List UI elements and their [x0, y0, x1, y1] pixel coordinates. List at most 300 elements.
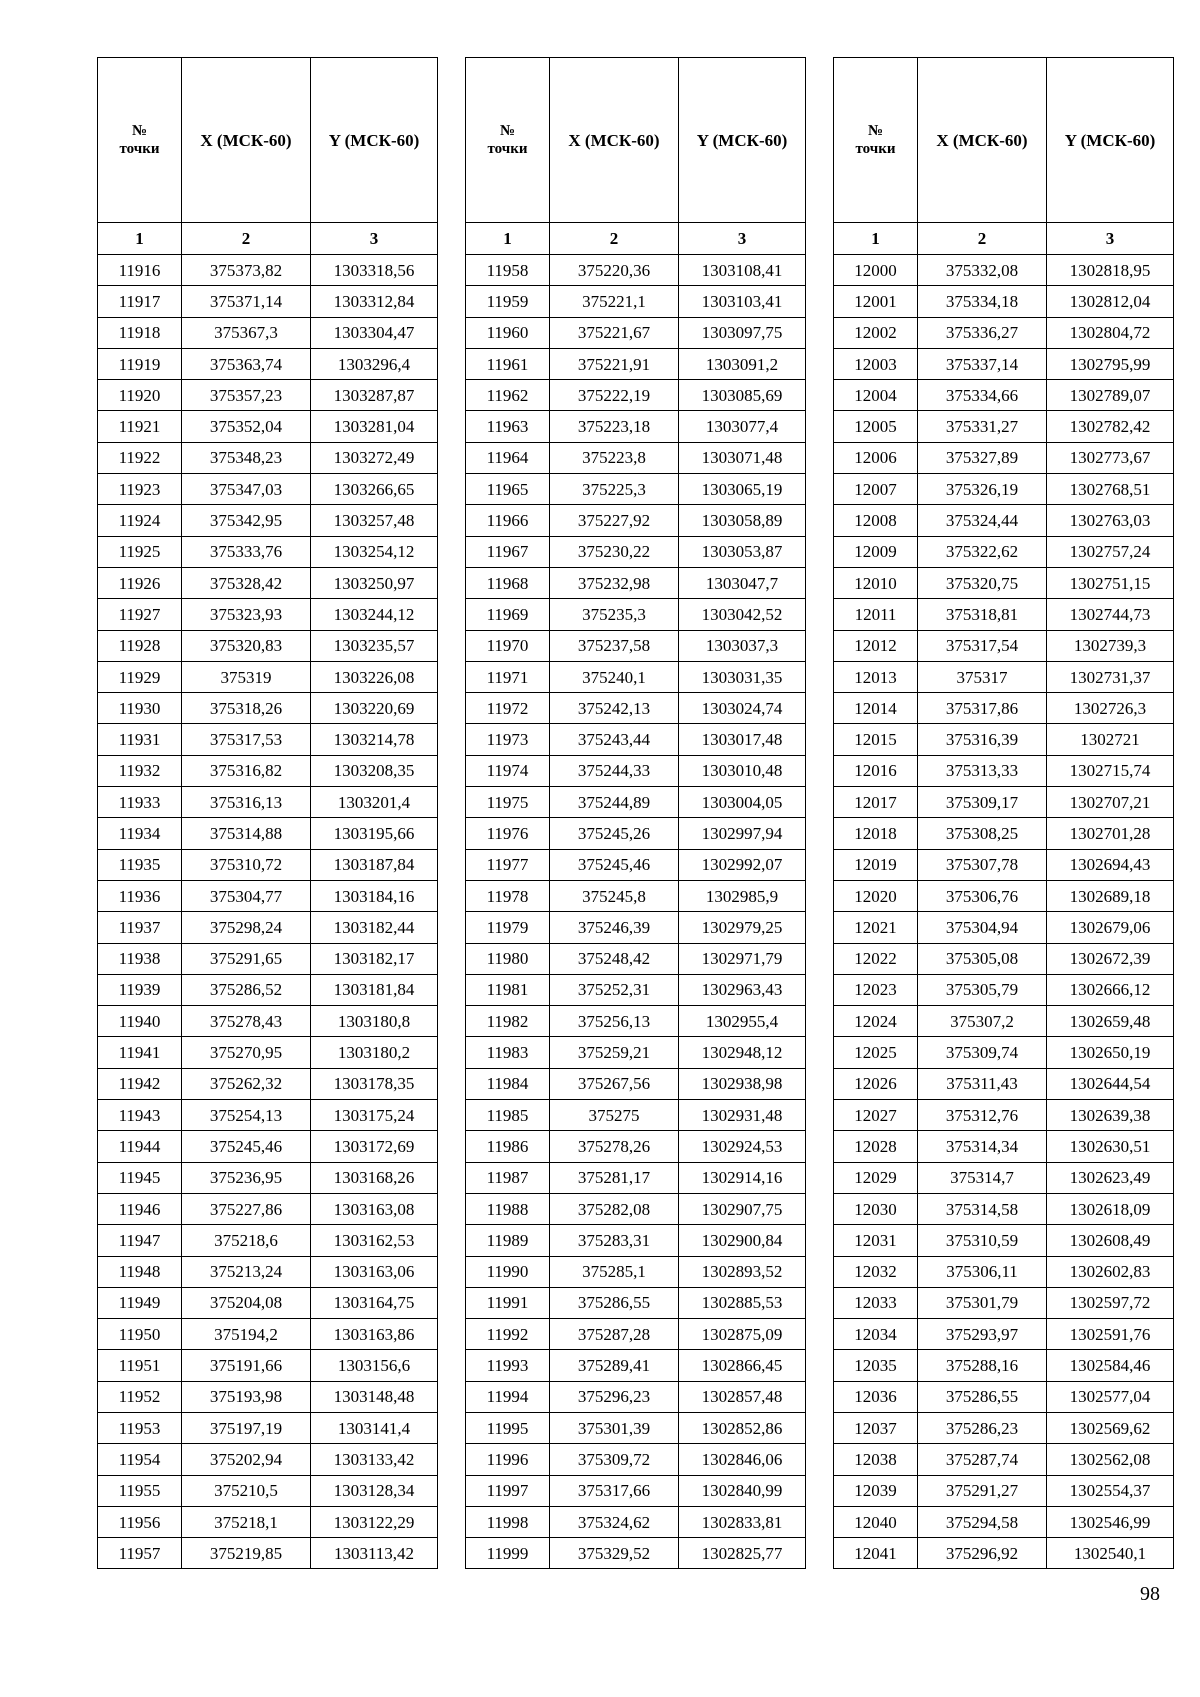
point-number-cell: 12034	[834, 1319, 918, 1350]
table-row	[98, 1256, 438, 1287]
point-number-cell: 11947	[98, 1225, 182, 1256]
table-row	[834, 724, 1174, 755]
x-coordinate-cell: 375254,13	[182, 1100, 311, 1131]
point-number-cell: 11954	[98, 1444, 182, 1475]
y-coordinate-cell: 1302914,16	[679, 1162, 806, 1193]
table-row	[98, 1444, 438, 1475]
x-coordinate-cell: 375244,89	[550, 787, 679, 818]
y-coordinate-cell: 1303178,35	[311, 1068, 438, 1099]
table-row	[98, 1037, 438, 1068]
point-number-cell: 11963	[466, 411, 550, 442]
point-number-cell: 11973	[466, 724, 550, 755]
table-row	[834, 1225, 1174, 1256]
x-coordinate-cell: 375218,1	[182, 1506, 311, 1537]
point-number-cell: 11929	[98, 661, 182, 692]
y-coordinate-cell: 1302795,99	[1047, 348, 1174, 379]
x-coordinate-cell: 375317,54	[918, 630, 1047, 661]
y-coordinate-cell: 1303296,4	[311, 348, 438, 379]
y-coordinate-cell: 1302971,79	[679, 943, 806, 974]
column-header-x: X (МСК-60)	[550, 58, 679, 223]
y-coordinate-cell: 1302979,25	[679, 912, 806, 943]
point-number-cell: 11978	[466, 880, 550, 911]
table-row	[834, 1068, 1174, 1099]
table-row	[98, 1287, 438, 1318]
x-coordinate-cell: 375245,8	[550, 880, 679, 911]
x-coordinate-cell: 375324,44	[918, 505, 1047, 536]
point-number-cell: 11945	[98, 1162, 182, 1193]
point-number-cell: 11995	[466, 1412, 550, 1443]
x-coordinate-cell: 375213,24	[182, 1256, 311, 1287]
column-index-1: 1	[98, 223, 182, 255]
point-number-cell: 11918	[98, 317, 182, 348]
table-row	[466, 380, 806, 411]
x-coordinate-cell: 375236,95	[182, 1162, 311, 1193]
table-row	[466, 1350, 806, 1381]
point-number-cell: 12031	[834, 1225, 918, 1256]
column-header-y: Y (МСК-60)	[679, 58, 806, 223]
y-coordinate-cell: 1303024,74	[679, 693, 806, 724]
y-coordinate-cell: 1303053,87	[679, 536, 806, 567]
y-coordinate-cell: 1303004,05	[679, 787, 806, 818]
point-number-cell: 12037	[834, 1412, 918, 1443]
x-coordinate-cell: 375317,53	[182, 724, 311, 755]
x-coordinate-cell: 375245,26	[550, 818, 679, 849]
point-number-cell: 11946	[98, 1193, 182, 1224]
table-row	[466, 724, 806, 755]
x-coordinate-cell: 375275	[550, 1100, 679, 1131]
point-number-cell: 12021	[834, 912, 918, 943]
x-coordinate-cell: 375336,27	[918, 317, 1047, 348]
table-row	[834, 1538, 1174, 1569]
table-row	[98, 567, 438, 598]
point-number-cell: 11938	[98, 943, 182, 974]
table-row	[834, 912, 1174, 943]
table-row	[98, 1006, 438, 1037]
table-row	[98, 1319, 438, 1350]
y-coordinate-cell: 1302726,3	[1047, 693, 1174, 724]
x-coordinate-cell: 375218,6	[182, 1225, 311, 1256]
x-coordinate-cell: 375282,08	[550, 1193, 679, 1224]
y-coordinate-cell: 1303141,4	[311, 1412, 438, 1443]
point-number-cell: 11962	[466, 380, 550, 411]
table-row	[834, 536, 1174, 567]
table-row	[834, 380, 1174, 411]
table-row	[834, 1100, 1174, 1131]
x-coordinate-cell: 375314,34	[918, 1131, 1047, 1162]
point-number-cell: 11980	[466, 943, 550, 974]
y-coordinate-cell: 1303017,48	[679, 724, 806, 755]
table-row	[466, 943, 806, 974]
y-coordinate-cell: 1303047,7	[679, 567, 806, 598]
table-row	[98, 630, 438, 661]
number-label: точки	[855, 141, 896, 157]
table-row	[834, 1412, 1174, 1443]
table-row	[98, 880, 438, 911]
y-coordinate-cell: 1302694,43	[1047, 849, 1174, 880]
table-row	[466, 1131, 806, 1162]
table-row	[98, 1100, 438, 1131]
table-row	[834, 787, 1174, 818]
y-coordinate-cell: 1302751,15	[1047, 567, 1174, 598]
y-coordinate-cell: 1302782,42	[1047, 411, 1174, 442]
table-row	[466, 536, 806, 567]
table-row	[834, 880, 1174, 911]
y-coordinate-cell: 1302931,48	[679, 1100, 806, 1131]
point-number-cell: 12029	[834, 1162, 918, 1193]
table-row	[834, 1006, 1174, 1037]
x-coordinate-cell: 375223,8	[550, 442, 679, 473]
x-coordinate-cell: 375307,78	[918, 849, 1047, 880]
x-coordinate-cell: 375319	[182, 661, 311, 692]
x-coordinate-cell: 375235,3	[550, 599, 679, 630]
point-number-cell: 12008	[834, 505, 918, 536]
column-header-y: Y (МСК-60)	[1047, 58, 1174, 223]
point-number-cell: 11951	[98, 1350, 182, 1381]
point-number-cell: 12003	[834, 348, 918, 379]
y-coordinate-cell: 1303077,4	[679, 411, 806, 442]
table-row	[98, 693, 438, 724]
point-number-cell: 12033	[834, 1287, 918, 1318]
point-number-cell: 11987	[466, 1162, 550, 1193]
point-number-cell: 12027	[834, 1100, 918, 1131]
table-row	[466, 1287, 806, 1318]
point-number-cell: 11996	[466, 1444, 550, 1475]
y-coordinate-cell: 1302893,52	[679, 1256, 806, 1287]
coordinates-table-2	[465, 57, 806, 1569]
point-number-cell: 12025	[834, 1037, 918, 1068]
x-coordinate-cell: 375311,43	[918, 1068, 1047, 1099]
x-coordinate-cell: 375314,88	[182, 818, 311, 849]
table-row	[98, 474, 438, 505]
table-row	[466, 1444, 806, 1475]
column-index-1: 1	[466, 223, 550, 255]
point-number-cell: 11952	[98, 1381, 182, 1412]
x-coordinate-cell: 375314,58	[918, 1193, 1047, 1224]
point-number-cell: 12028	[834, 1131, 918, 1162]
x-coordinate-cell: 375220,36	[550, 255, 679, 286]
y-coordinate-cell: 1302608,49	[1047, 1225, 1174, 1256]
point-number-cell: 12001	[834, 286, 918, 317]
y-coordinate-cell: 1303235,57	[311, 630, 438, 661]
table-row	[98, 943, 438, 974]
x-coordinate-cell: 375227,92	[550, 505, 679, 536]
table-row	[834, 1131, 1174, 1162]
x-coordinate-cell: 375373,82	[182, 255, 311, 286]
point-number-cell: 11985	[466, 1100, 550, 1131]
point-number-cell: 11920	[98, 380, 182, 411]
point-number-cell: 11923	[98, 474, 182, 505]
column-index-2: 2	[182, 223, 311, 255]
x-coordinate-cell: 375320,83	[182, 630, 311, 661]
y-coordinate-cell: 1303010,48	[679, 755, 806, 786]
table-row	[466, 411, 806, 442]
y-coordinate-cell: 1302731,37	[1047, 661, 1174, 692]
y-coordinate-cell: 1302804,72	[1047, 317, 1174, 348]
x-coordinate-cell: 375287,28	[550, 1319, 679, 1350]
table-row	[98, 1538, 438, 1569]
table-row	[466, 693, 806, 724]
point-number-cell: 11924	[98, 505, 182, 536]
table-row	[98, 974, 438, 1005]
point-number-cell: 11977	[466, 849, 550, 880]
table-row	[834, 1350, 1174, 1381]
table-row	[98, 661, 438, 692]
y-coordinate-cell: 1303162,53	[311, 1225, 438, 1256]
point-number-cell: 11982	[466, 1006, 550, 1037]
x-coordinate-cell: 375248,42	[550, 943, 679, 974]
point-number-cell: 11984	[466, 1068, 550, 1099]
x-coordinate-cell: 375232,98	[550, 567, 679, 598]
x-coordinate-cell: 375242,13	[550, 693, 679, 724]
y-coordinate-cell: 1302569,62	[1047, 1412, 1174, 1443]
y-coordinate-cell: 1303214,78	[311, 724, 438, 755]
x-coordinate-cell: 375221,67	[550, 317, 679, 348]
x-coordinate-cell: 375222,19	[550, 380, 679, 411]
y-coordinate-cell: 1303091,2	[679, 348, 806, 379]
y-coordinate-cell: 1303220,69	[311, 693, 438, 724]
table-row	[98, 505, 438, 536]
y-coordinate-cell: 1302948,12	[679, 1037, 806, 1068]
table-row	[98, 849, 438, 880]
point-number-cell: 11997	[466, 1475, 550, 1506]
x-coordinate-cell: 375240,1	[550, 661, 679, 692]
y-coordinate-cell: 1302546,99	[1047, 1506, 1174, 1537]
point-number-cell: 11949	[98, 1287, 182, 1318]
y-coordinate-cell: 1302924,53	[679, 1131, 806, 1162]
column-index-2: 2	[550, 223, 679, 255]
point-number-cell: 12014	[834, 693, 918, 724]
point-number-cell: 12019	[834, 849, 918, 880]
point-number-cell: 12039	[834, 1475, 918, 1506]
y-coordinate-cell: 1303180,8	[311, 1006, 438, 1037]
point-number-cell: 11936	[98, 880, 182, 911]
point-number-cell: 11966	[466, 505, 550, 536]
y-coordinate-cell: 1303257,48	[311, 505, 438, 536]
table-row	[466, 1037, 806, 1068]
table-row	[98, 1131, 438, 1162]
point-number-cell: 11931	[98, 724, 182, 755]
point-number-cell: 12005	[834, 411, 918, 442]
table-row	[834, 567, 1174, 598]
x-coordinate-cell: 375194,2	[182, 1319, 311, 1350]
coordinates-table-3	[833, 57, 1174, 1569]
x-coordinate-cell: 375291,65	[182, 943, 311, 974]
point-number-cell: 11941	[98, 1037, 182, 1068]
x-coordinate-cell: 375357,23	[182, 380, 311, 411]
y-coordinate-cell: 1302701,28	[1047, 818, 1174, 849]
point-number-cell: 11933	[98, 787, 182, 818]
number-sign: №	[131, 123, 148, 139]
y-coordinate-cell: 1303168,26	[311, 1162, 438, 1193]
x-coordinate-cell: 375334,18	[918, 286, 1047, 317]
table-row	[466, 1006, 806, 1037]
table-row	[834, 1506, 1174, 1537]
y-coordinate-cell: 1302540,1	[1047, 1538, 1174, 1569]
x-coordinate-cell: 375342,95	[182, 505, 311, 536]
point-number-cell: 11958	[466, 255, 550, 286]
x-coordinate-cell: 375323,93	[182, 599, 311, 630]
point-number-cell: 11979	[466, 912, 550, 943]
table-row	[466, 1100, 806, 1131]
y-coordinate-cell: 1303031,35	[679, 661, 806, 692]
x-coordinate-cell: 375219,85	[182, 1538, 311, 1569]
x-coordinate-cell: 375286,23	[918, 1412, 1047, 1443]
y-coordinate-cell: 1302852,86	[679, 1412, 806, 1443]
y-coordinate-cell: 1303058,89	[679, 505, 806, 536]
point-number-cell: 12017	[834, 787, 918, 818]
y-coordinate-cell: 1303250,97	[311, 567, 438, 598]
y-coordinate-cell: 1303122,29	[311, 1506, 438, 1537]
x-coordinate-cell: 375305,79	[918, 974, 1047, 1005]
x-coordinate-cell: 375318,81	[918, 599, 1047, 630]
x-coordinate-cell: 375337,14	[918, 348, 1047, 379]
table-row	[834, 818, 1174, 849]
table-row	[466, 1381, 806, 1412]
point-number-cell: 11975	[466, 787, 550, 818]
y-coordinate-cell: 1302768,51	[1047, 474, 1174, 505]
y-coordinate-cell: 1302938,98	[679, 1068, 806, 1099]
x-coordinate-cell: 375288,16	[918, 1350, 1047, 1381]
y-coordinate-cell: 1302963,43	[679, 974, 806, 1005]
x-coordinate-cell: 375210,5	[182, 1475, 311, 1506]
number-label: точки	[487, 141, 528, 157]
column-header-point-number	[834, 58, 918, 223]
y-coordinate-cell: 1302644,54	[1047, 1068, 1174, 1099]
x-coordinate-cell: 375334,66	[918, 380, 1047, 411]
y-coordinate-cell: 1302739,3	[1047, 630, 1174, 661]
table-row	[834, 974, 1174, 1005]
table-row	[98, 411, 438, 442]
table-row	[834, 1381, 1174, 1412]
point-number-cell: 11950	[98, 1319, 182, 1350]
point-number-cell: 12004	[834, 380, 918, 411]
x-coordinate-cell: 375309,74	[918, 1037, 1047, 1068]
y-coordinate-cell: 1302659,48	[1047, 1006, 1174, 1037]
column-index-3: 3	[311, 223, 438, 255]
x-coordinate-cell: 375304,77	[182, 880, 311, 911]
x-coordinate-cell: 375256,13	[550, 1006, 679, 1037]
x-coordinate-cell: 375191,66	[182, 1350, 311, 1381]
table-row	[834, 693, 1174, 724]
x-coordinate-cell: 375320,75	[918, 567, 1047, 598]
x-coordinate-cell: 375278,26	[550, 1131, 679, 1162]
table-row	[466, 1256, 806, 1287]
point-number-cell: 12026	[834, 1068, 918, 1099]
y-coordinate-cell: 1303180,2	[311, 1037, 438, 1068]
x-coordinate-cell: 375309,17	[918, 787, 1047, 818]
point-number-cell: 11983	[466, 1037, 550, 1068]
y-coordinate-cell: 1302562,08	[1047, 1444, 1174, 1475]
point-number-cell: 12036	[834, 1381, 918, 1412]
x-coordinate-cell: 375312,76	[918, 1100, 1047, 1131]
table-row	[834, 505, 1174, 536]
x-coordinate-cell: 375287,74	[918, 1444, 1047, 1475]
table-row	[834, 755, 1174, 786]
x-coordinate-cell: 375318,26	[182, 693, 311, 724]
x-coordinate-cell: 375371,14	[182, 286, 311, 317]
x-coordinate-cell: 375262,32	[182, 1068, 311, 1099]
table-row	[466, 787, 806, 818]
point-number-cell: 11937	[98, 912, 182, 943]
table-row	[834, 286, 1174, 317]
y-coordinate-cell: 1302812,04	[1047, 286, 1174, 317]
point-number-cell: 11971	[466, 661, 550, 692]
y-coordinate-cell: 1302907,75	[679, 1193, 806, 1224]
x-coordinate-cell: 375221,91	[550, 348, 679, 379]
point-number-cell: 11916	[98, 255, 182, 286]
x-coordinate-cell: 375305,08	[918, 943, 1047, 974]
x-coordinate-cell: 375301,39	[550, 1412, 679, 1443]
y-coordinate-cell: 1303172,69	[311, 1131, 438, 1162]
x-coordinate-cell: 375278,43	[182, 1006, 311, 1037]
x-coordinate-cell: 375237,58	[550, 630, 679, 661]
y-coordinate-cell: 1302591,76	[1047, 1319, 1174, 1350]
x-coordinate-cell: 375316,82	[182, 755, 311, 786]
table-row	[834, 1193, 1174, 1224]
table-row	[98, 1193, 438, 1224]
point-number-cell: 11993	[466, 1350, 550, 1381]
y-coordinate-cell: 1303272,49	[311, 442, 438, 473]
x-coordinate-cell: 375245,46	[182, 1131, 311, 1162]
y-coordinate-cell: 1303266,65	[311, 474, 438, 505]
table-row	[834, 255, 1174, 286]
x-coordinate-cell: 375281,17	[550, 1162, 679, 1193]
x-coordinate-cell: 375202,94	[182, 1444, 311, 1475]
y-coordinate-cell: 1302997,94	[679, 818, 806, 849]
y-coordinate-cell: 1303201,4	[311, 787, 438, 818]
table-row	[466, 567, 806, 598]
point-number-cell: 11960	[466, 317, 550, 348]
table-row	[98, 380, 438, 411]
x-coordinate-cell: 375286,55	[918, 1381, 1047, 1412]
point-number-cell: 11932	[98, 755, 182, 786]
table-row	[466, 755, 806, 786]
table-row	[834, 317, 1174, 348]
y-coordinate-cell: 1302857,48	[679, 1381, 806, 1412]
point-number-cell: 12012	[834, 630, 918, 661]
point-number-cell: 11957	[98, 1538, 182, 1569]
point-number-cell: 12016	[834, 755, 918, 786]
point-number-cell: 11956	[98, 1506, 182, 1537]
point-number-cell: 11935	[98, 849, 182, 880]
point-number-cell: 12002	[834, 317, 918, 348]
x-coordinate-cell: 375348,23	[182, 442, 311, 473]
table-row	[466, 1225, 806, 1256]
x-coordinate-cell: 375244,33	[550, 755, 679, 786]
x-coordinate-cell: 375259,21	[550, 1037, 679, 1068]
table-row	[98, 755, 438, 786]
point-number-cell: 11969	[466, 599, 550, 630]
x-coordinate-cell: 375314,7	[918, 1162, 1047, 1193]
point-number-cell: 11981	[466, 974, 550, 1005]
table-row	[466, 630, 806, 661]
point-number-cell: 12032	[834, 1256, 918, 1287]
point-number-cell: 11953	[98, 1412, 182, 1443]
x-coordinate-cell: 375245,46	[550, 849, 679, 880]
point-number-cell: 11988	[466, 1193, 550, 1224]
x-coordinate-cell: 375301,79	[918, 1287, 1047, 1318]
table-row	[834, 1162, 1174, 1193]
y-coordinate-cell: 1302597,72	[1047, 1287, 1174, 1318]
point-number-cell: 12030	[834, 1193, 918, 1224]
y-coordinate-cell: 1302900,84	[679, 1225, 806, 1256]
x-coordinate-cell: 375285,1	[550, 1256, 679, 1287]
column-header-point-number	[466, 58, 550, 223]
y-coordinate-cell: 1303103,41	[679, 286, 806, 317]
x-coordinate-cell: 375363,74	[182, 348, 311, 379]
table-row	[98, 787, 438, 818]
table-row	[834, 442, 1174, 473]
